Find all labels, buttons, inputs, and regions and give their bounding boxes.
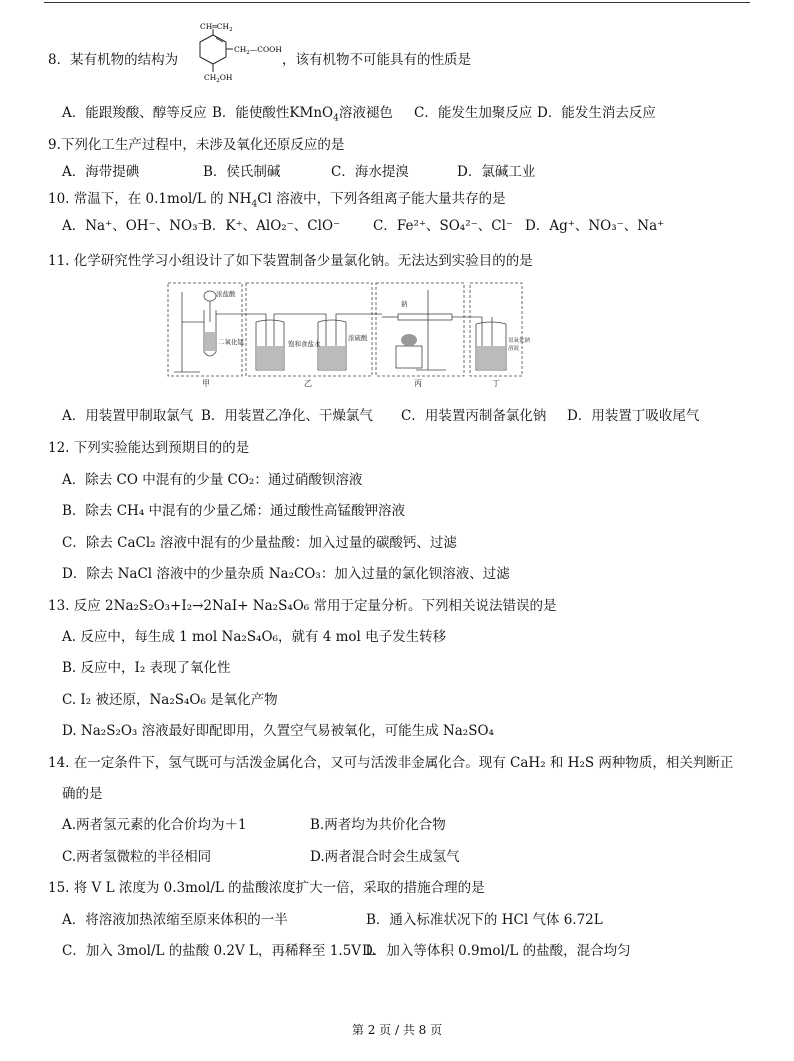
label-jia: 甲 xyxy=(202,379,210,388)
q14-option-b: B.两者均为共价化合物 xyxy=(310,817,446,833)
q10-option-a: A．Na⁺、OH⁻、NO₃⁻ xyxy=(62,218,205,234)
q12-stem: 12. 下列实验能达到预期目的的是 xyxy=(48,440,250,456)
q8-stem-before: 8．某有机物的结构为 xyxy=(48,52,179,68)
q10-stem: 10. 常温下，在 0.1mol/L 的 $NH_4Cl$ 溶液中，下列各组离子能大量共存的是 xyxy=(48,191,506,210)
q11-option-a: A．用装置甲制取氯气 xyxy=(62,408,194,424)
label-salt: 饱和食盐水 xyxy=(288,340,321,348)
q10-option-c: C．Fe²⁺、SO₄²⁻、Cl⁻ xyxy=(373,218,514,234)
q15-option-d: D．加入等体积 0.9mol/L 的盐酸，混合均匀 xyxy=(362,943,631,959)
mol-bottom: $CH_2OH$ xyxy=(204,73,233,84)
q11-stem: 11. 化学研究性学习小组设计了如下装置制备少量氯化钠。无法达到实验目的的是 xyxy=(48,253,533,269)
q13-option-a: A. 反应中，每生成 1 mol Na₂S₄O₆，就有 4 mol 电子发生转移 xyxy=(62,629,447,645)
q13-stem: 13. 反应 2Na₂S₂O₃+I₂→2NaI+ Na₂S₄O₆ 常用于定量分析。下列相关说法错误的是 xyxy=(48,598,557,614)
q9-stem: 9.下列化工生产过程中，未涉及氧化还原反应的是 xyxy=(48,137,345,153)
q8-stem-after: ，该有机物不可能具有的性质是 xyxy=(282,52,471,68)
q15-stem: 15. 将 V L 浓度为 0.3mol/L 的盐酸浓度扩大一倍，采取的措施合理的是 xyxy=(48,880,485,896)
q15-option-c: C．加入 3mol/L 的盐酸 0.2V L，再稀释至 1.5V L xyxy=(62,943,375,959)
label-h2so4: 浓硫酸 xyxy=(348,334,368,342)
q15-option-a: A．将溶液加热浓缩至原来体积的一半 xyxy=(62,912,288,928)
label-mno2: 二氧化锰 xyxy=(218,338,244,346)
q8-option-a: A．能跟羧酸、醇等反应 xyxy=(62,105,207,121)
q15-option-b: B．通入标准状况下的 HCl 气体 6.72L xyxy=(366,912,603,928)
q11-option-b: B．用装置乙净化、干燥氯气 xyxy=(201,408,373,424)
label-yi: 乙 xyxy=(304,379,312,388)
label-naoh: 氢氧化钠 xyxy=(508,338,531,344)
q10-option-d: D．Ag⁺、NO₃⁻、Na⁺ xyxy=(525,218,665,234)
q11-apparatus-diagram xyxy=(166,282,531,390)
q14-option-c: C.两者氢微粒的半径相同 xyxy=(62,849,212,865)
q8-structure xyxy=(180,24,280,90)
q10-option-b: B．K⁺、AlO₂⁻、ClO⁻ xyxy=(202,218,341,234)
box-bing xyxy=(376,283,464,376)
q12-option-c: C．除去 CaCl₂ 溶液中混有的少量盐酸：加入过量的碳酸钙、过滤 xyxy=(62,535,457,551)
label-na: 钠 xyxy=(401,300,408,308)
page-footer: 第 2 页 / 共 8 页 xyxy=(351,1023,443,1037)
mol-side-chain: $CH_2—COOH$ xyxy=(234,45,282,56)
q11-option-c: C．用装置丙制备氯化钠 xyxy=(401,408,547,424)
label-hcl: 浓盐酸 xyxy=(216,290,236,298)
q14-option-d: D.两者混合时会生成氢气 xyxy=(310,849,460,865)
label-solution: 溶液 xyxy=(508,346,520,352)
top-rule xyxy=(44,2,750,3)
q13-option-d: D. Na₂S₂O₃ 溶液最好即配即用，久置空气易被氧化，可能生成 Na₂SO₄ xyxy=(62,723,494,739)
q8-option-b: B．能使酸性KMnO$_4$溶液褪色 xyxy=(212,105,393,124)
q9-option-b: B．侯氏制碱 xyxy=(203,164,281,180)
mol-vinyl: $CH═CH_2$ xyxy=(200,22,233,33)
q13-option-b: B. 反应中，I₂ 表现了氧化性 xyxy=(62,660,231,676)
q13-option-c: C. I₂ 被还原，Na₂S₄O₆ 是氧化产物 xyxy=(62,692,278,708)
q12-option-a: A．除去 CO 中混有的少量 CO₂：通过硝酸钡溶液 xyxy=(62,472,363,488)
label-ding: 丁 xyxy=(492,379,500,388)
q9-option-d: D．氯碱工业 xyxy=(457,164,536,180)
q12-option-b: B．除去 CH₄ 中混有的少量乙烯：通过酸性高锰酸钾溶液 xyxy=(62,503,406,519)
q14-option-a: A.两者氢元素的化合价均为＋1 xyxy=(62,817,247,833)
q8-option-c: C．能发生加聚反应 xyxy=(414,105,533,121)
q12-option-d: D．除去 NaCl 溶液中的少量杂质 Na₂CO₃：加入过量的氯化钡溶液、过滤 xyxy=(62,566,510,582)
q9-option-c: C．海水提溴 xyxy=(331,164,409,180)
q11-option-d: D．用装置丁吸收尾气 xyxy=(567,408,700,424)
q9-option-a: A．海带提碘 xyxy=(62,164,140,180)
q14-stem-line2: 确的是 xyxy=(62,786,103,802)
q8-option-d: D．能发生消去反应 xyxy=(537,105,656,121)
q14-stem-line1: 14. 在一定条件下，氢气既可与活泼金属化合，又可与活泼非金属化合。现有 CaH₂ 和 H₂S 两种物质，相关判断正 xyxy=(48,755,734,771)
label-bing: 丙 xyxy=(414,379,422,388)
